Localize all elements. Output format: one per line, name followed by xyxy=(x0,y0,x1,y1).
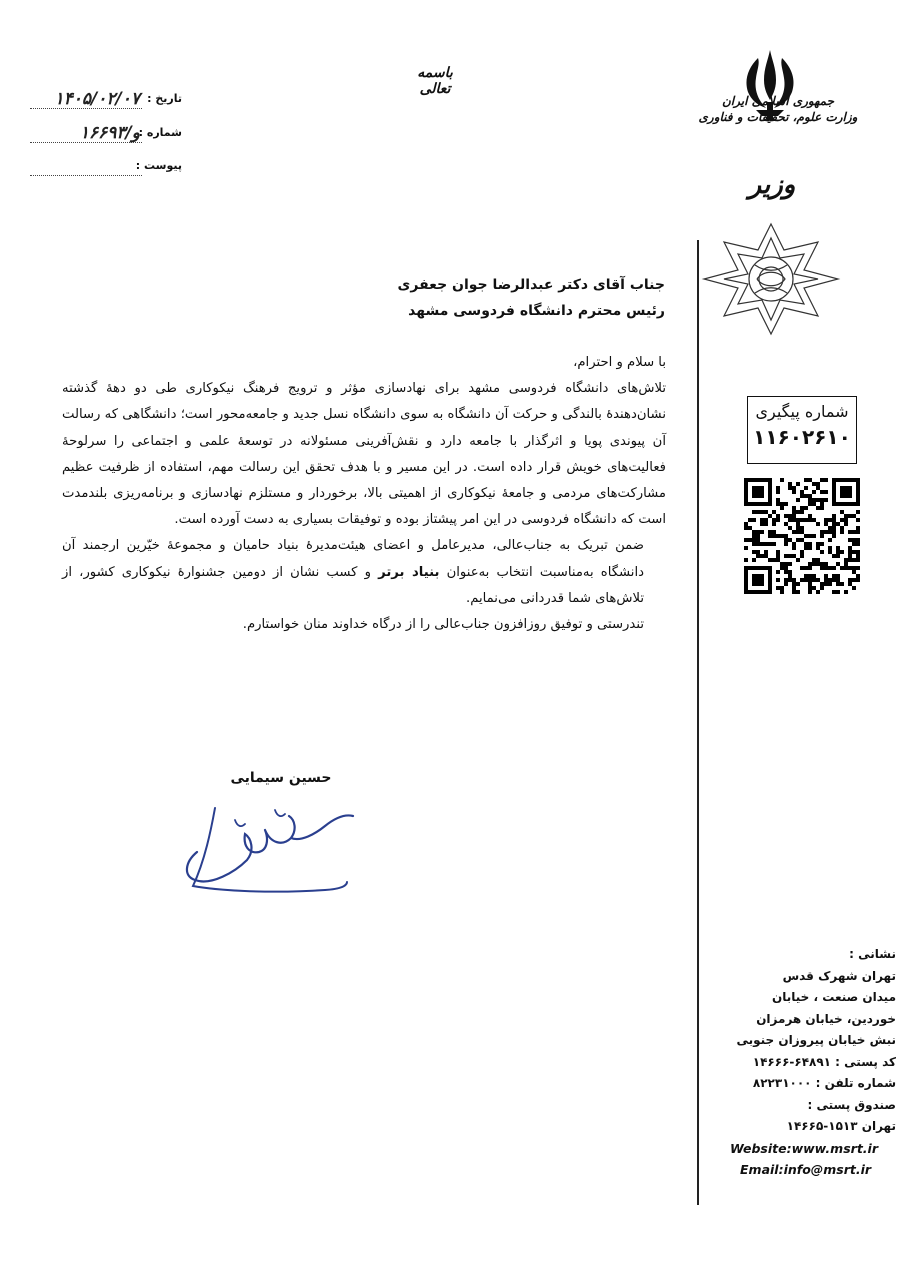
date-value: ۱۴۰۵/۰۲/۰۷ xyxy=(54,89,140,109)
minister-title: وزیر xyxy=(748,170,796,200)
handwritten-signature xyxy=(175,790,365,908)
attachment-row xyxy=(22,159,182,179)
greeting: با سلام و احترام، xyxy=(573,355,666,370)
recipient-title: رئیس محترم دانشگاه فردوسی مشهد xyxy=(408,303,665,319)
phone-number: شماره تلفن : ۸۲۲۳۱۰۰۰ xyxy=(752,1076,896,1090)
paragraph-2 xyxy=(62,533,666,612)
ornament-icon xyxy=(700,220,842,338)
address-line: میدان صنعت ، خیابان xyxy=(772,990,896,1004)
number-label: شماره : xyxy=(138,126,182,139)
address-block xyxy=(730,944,896,1181)
ministry-title xyxy=(688,94,868,124)
attachment-dots xyxy=(30,175,142,176)
tracking-number: ۱۱۶۰۲۶۱۰ xyxy=(753,425,851,449)
address-line: خوردین، خیابان هرمزان xyxy=(756,1011,896,1026)
number-row xyxy=(22,123,182,146)
paragraph-2-part-a: ضمن تبریک به جناب‌عالی، مدیرعامل و اعضای هیئت‌مدیرهٔ بنیاد حامیان و مجموعهٔ خیّرین ارجمند آن دانشگاه به‌مناسبت انتخاب به‌عنوان xyxy=(62,538,644,580)
number-value: ۱۶۶۹۳/و xyxy=(79,123,140,143)
postal-code: کد پستی : ۶۴۸۹۱-۱۴۶۶۶ xyxy=(752,1054,896,1069)
website-link[interactable]: Website:www.msrt.ir xyxy=(730,1140,878,1156)
address-label: نشانی : xyxy=(849,947,896,961)
tracking-box xyxy=(747,396,857,464)
invocation: باسمه تعالی xyxy=(417,65,453,97)
ministry-line1: جمهوری اسلامی ایران xyxy=(721,94,835,108)
email-link[interactable]: Email:info@msrt.ir xyxy=(740,1162,872,1177)
qr-code-icon xyxy=(744,478,860,594)
paragraph-2-part-b: و کسب نشان از دومین جشنوارهٔ نیکوکاری کشور، از تلاش‌های شما قدردانی می‌نمایم. xyxy=(62,564,644,606)
attachment-label: پیوست : xyxy=(135,159,182,172)
paragraph-1: تلاش‌های دانشگاه فردوسی مشهد برای نهادسازی مؤثر و ترویج فرهنگ نیکوکاری طی دو دههٔ گذشته نشان‌دهندهٔ بالندگی و حرکت آن دانشگاه به سوی دانشگاه نسل جدید و جامعه‌محور است؛ دانشگاهی که رسالت آن پیوندی پویا و اثرگذار با جامعه دارد و نقش‌آفرینی مسئولانه در توسعهٔ علمی و اجتماعی را سرلوحهٔ فعالیت‌های خویش قرار داده است. در این مسیر و با هدف تحقق این رسالت مهم، استفاده از ظرفیت عظیم مشارکت‌های مردمی و جامعهٔ نیکوکاری از اهمیتی بالا، برخوردار و مستلزم نهادسازی و برنامه‌ریزی بلندمدت است که دانشگاه فردوسی در این امر پیشتاز بوده و توفیقات بسیاری به دست آورده است. xyxy=(62,381,666,528)
column-divider xyxy=(697,240,699,1205)
po-box-label: صندوق پستی : xyxy=(807,1097,896,1112)
date-row xyxy=(22,89,182,112)
paragraph-2-bold: بنیاد برتر xyxy=(378,564,440,580)
po-box: تهران ۱۵۱۳-۱۴۶۶۵ xyxy=(786,1119,896,1133)
closing: تندرستی و توفیق روزافزون جناب‌عالی را از درگاه خداوند منان خواستارم. xyxy=(242,617,644,633)
ministry-line2: وزارت علوم، تحقیقات و فناوری xyxy=(698,110,858,124)
recipient-block xyxy=(225,272,665,324)
address-line: نبش خیابان پیروزان جنوبی xyxy=(736,1033,896,1047)
date-label: تاریخ : xyxy=(147,92,182,105)
letter-body xyxy=(62,350,666,638)
tracking-label: شماره پیگیری xyxy=(755,402,849,421)
recipient-name: جناب آقای دکتر عبدالرضا جوان جعفری xyxy=(397,277,665,293)
address-line: تهران شهرک قدس xyxy=(782,968,896,983)
signer-name: حسین سیمایی xyxy=(230,770,332,786)
